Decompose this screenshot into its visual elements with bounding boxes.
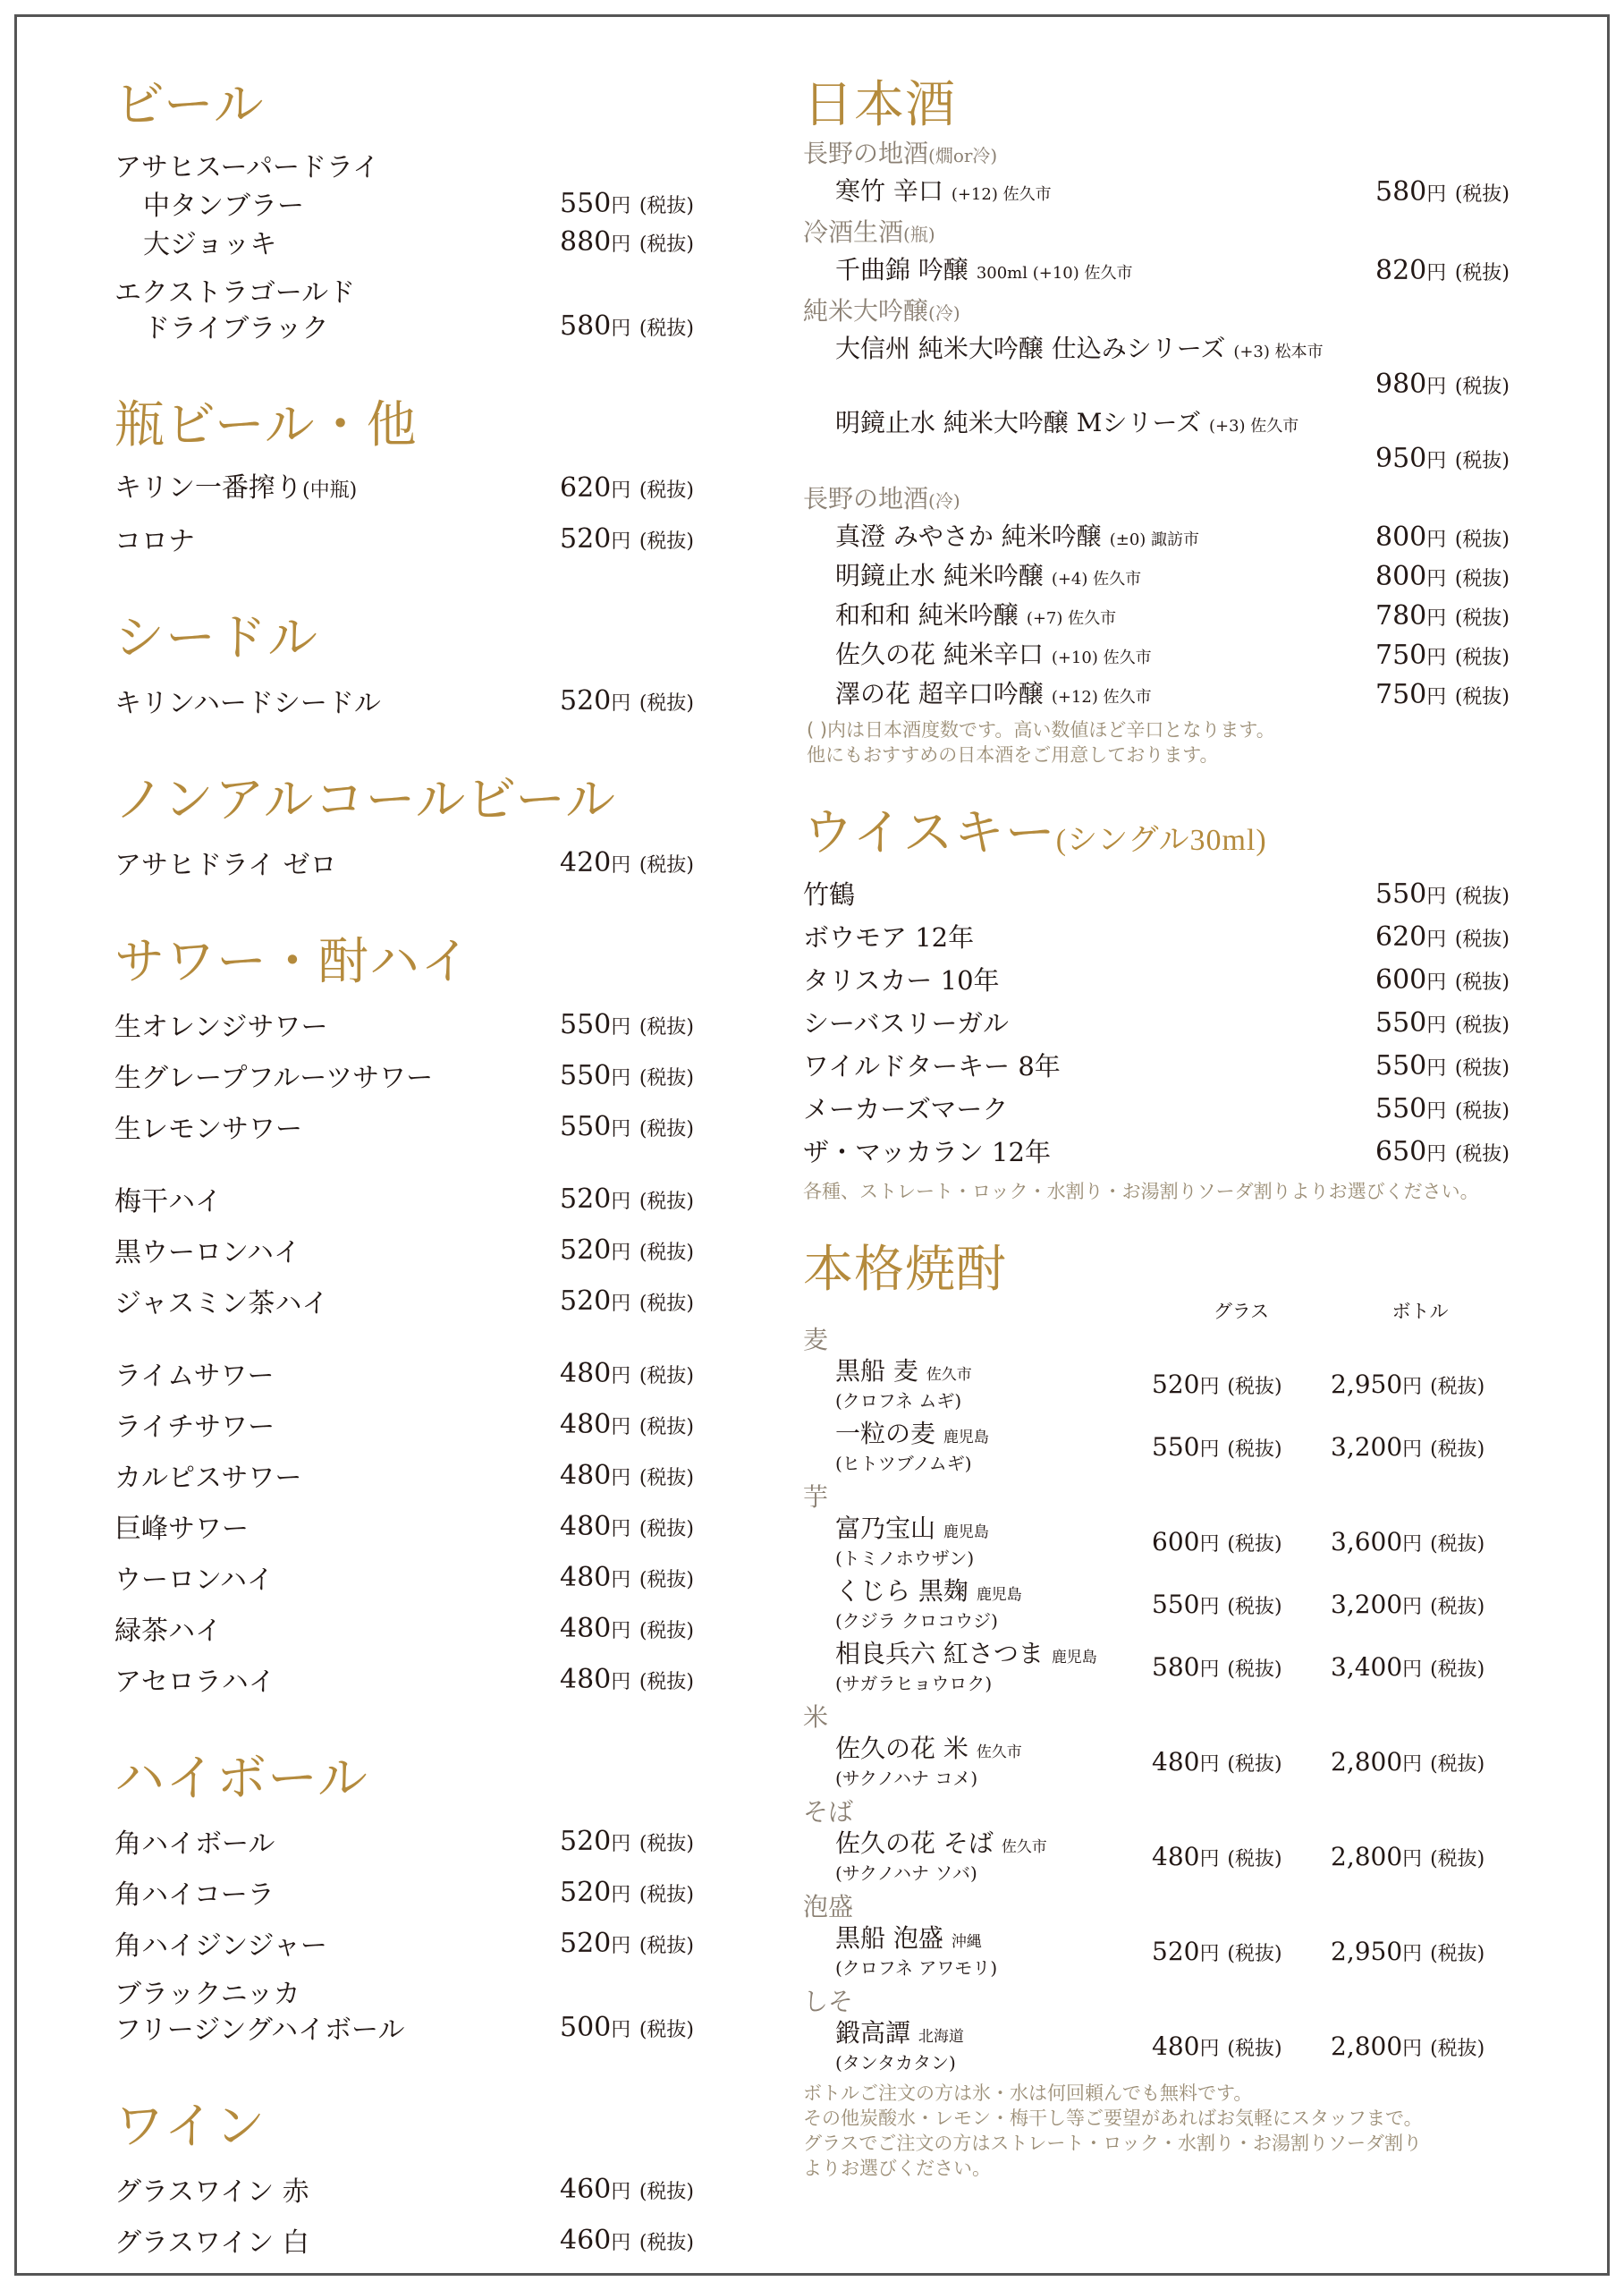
item-price: 480円 (税抜) (560, 1460, 694, 1491)
shochu-category: 泡盛 (803, 1892, 854, 1921)
item-name: 寒竹 辛口 (+12) 佐久市 (835, 176, 1052, 206)
item-price: 550円 (税抜) (1152, 1589, 1282, 1619)
item-price: 2,800円 (税抜) (1331, 1746, 1485, 1777)
bottle-price (1331, 1432, 1510, 1462)
item-price: 750円 (税抜) (1375, 640, 1510, 671)
shochu-item (803, 1576, 1510, 1632)
section-title-cider: シードル (114, 611, 318, 666)
menu-item (114, 1007, 694, 1046)
item-price: 480円 (税抜) (560, 1358, 694, 1389)
bottle-price (1331, 1842, 1510, 1871)
section-wine (114, 2099, 694, 2261)
item-price: 520円 (税抜) (560, 1826, 694, 1857)
section-title-beer: ビール (114, 78, 265, 133)
menu-item (803, 1050, 1510, 1085)
item-name: ブラックニッカ フリージングハイボール (114, 1979, 405, 2046)
item-price: 480円 (税抜) (560, 1664, 694, 1695)
shochu-item (803, 1923, 1510, 1979)
glass-price (1152, 1747, 1331, 1777)
section-title-wine: ワイン (114, 2099, 266, 2155)
shochu-item (803, 1734, 1510, 1789)
item-name: 澤の花 超辛口吟醸 (+12) 佐久市 (835, 679, 1152, 708)
shochu-category: そば (803, 1797, 854, 1827)
menu-item (114, 1611, 694, 1650)
glass-price (1152, 1842, 1331, 1871)
sake-item (803, 333, 1510, 403)
item-name: エクストラゴールド ドライブラック (114, 277, 356, 344)
glass-price (1152, 1590, 1331, 1619)
item-name: 黒船 麦 佐久市 (クロフネ ムギ) (835, 1356, 972, 1412)
item-name: キリンハードシードル (114, 688, 381, 719)
sake-category: 長野の地酒(燗or冷) (803, 139, 998, 168)
item-price: 780円 (税抜) (1375, 600, 1510, 632)
item-price: 480円 (税抜) (560, 1409, 694, 1440)
menu-item (114, 1977, 694, 2048)
menu-item (114, 1458, 694, 1497)
sake-item (803, 560, 1510, 596)
section-title-nonalcohol: ノンアルコールビール (114, 773, 617, 828)
item-price: 520円 (税抜) (560, 1928, 694, 1959)
item-name: 一粒の麦 鹿児島 (ヒトツブノムギ) (835, 1419, 989, 1474)
item-name: コロナ (114, 526, 195, 557)
section-sour (114, 937, 694, 1701)
bottle-price (1331, 2031, 1510, 2061)
sake-item (803, 678, 1510, 714)
menu-item (114, 1824, 694, 1862)
item-price: 880円 (税抜) (560, 226, 694, 258)
menu-item (114, 1182, 694, 1220)
item-price: 2,950円 (税抜) (1331, 1369, 1485, 1399)
sake-item (803, 599, 1510, 635)
menu-item (114, 1356, 694, 1395)
item-name: アセロラハイ (114, 1667, 275, 1698)
sake-category: 純米大吟醸(冷) (803, 296, 960, 326)
bottle-price (1331, 1527, 1510, 1556)
item-price: 600円 (税抜) (1152, 1526, 1282, 1556)
item-name: 緑茶ハイ (114, 1616, 222, 1647)
menu-item (803, 1007, 1510, 1042)
item-name: 梅干ハイ (114, 1186, 222, 1217)
section-title-shochu: 本格焼酎 (803, 1243, 1007, 1298)
item-name: 佐久の花 純米辛口 (+10) 佐久市 (835, 640, 1152, 669)
item-price: 520円 (税抜) (1152, 1936, 1282, 1966)
item-name: 佐久の花 そば 佐久市 (サクノハナ ソバ) (835, 1828, 1047, 1884)
item-price: 600円 (税抜) (1375, 964, 1510, 996)
bottle-price (1331, 1747, 1510, 1777)
item-name: 佐久の花 米 佐久市 (サクノハナ コメ) (835, 1734, 1022, 1789)
item-name: ライチサワー (114, 1412, 275, 1443)
item-price: 550円 (税抜) (560, 1060, 694, 1091)
item-price: 520円 (税抜) (560, 685, 694, 717)
section-nonalcohol (114, 773, 694, 884)
item-name: 相良兵六 紅さつま 鹿児島 (サガラヒョウロク) (835, 1639, 1097, 1694)
section-bottle-beer (114, 398, 694, 560)
menu-item (114, 276, 694, 347)
item-name: 巨峰サワー (114, 1514, 249, 1545)
shochu-item (803, 1356, 1510, 1412)
sake-category: 長野の地酒(冷) (803, 484, 960, 513)
shochu-column-headers (803, 1297, 1510, 1324)
section-title-highball: ハイボール (114, 1751, 368, 1807)
shochu-notes (803, 2081, 1510, 2181)
item-price: 3,400円 (税抜) (1331, 1651, 1485, 1682)
shochu-category: しそ (803, 1987, 854, 2016)
shochu-note: グラスでご注文の方はストレート・ロック・水割り・お湯割りソーダ割り (803, 2133, 1422, 2154)
item-price: 550円 (税抜) (1375, 1050, 1510, 1081)
item-price: 520円 (税抜) (560, 523, 694, 555)
shochu-category: 芋 (803, 1482, 829, 1512)
item-name: 中タンブラー (143, 191, 304, 222)
item-price: 800円 (税抜) (1375, 522, 1510, 553)
menu-item (114, 2172, 694, 2210)
item-name: ウーロンハイ (114, 1565, 274, 1596)
section-title-bottle-beer: 瓶ビール・他 (114, 398, 418, 454)
glass-price (1152, 1432, 1331, 1462)
item-name: 角ハイボール (114, 1828, 275, 1860)
bottle-price (1331, 1590, 1510, 1619)
shochu-category: 米 (803, 1702, 829, 1732)
sake-item (803, 639, 1510, 674)
item-name: 大信州 純米大吟醸 仕込みシリーズ (+3) 松本市 (835, 334, 1324, 363)
menu-item (114, 1509, 694, 1548)
shochu-item (803, 1639, 1510, 1694)
glass-price (1152, 1370, 1331, 1399)
item-price: 980円 (税抜) (1375, 369, 1510, 400)
item-price: 500円 (税抜) (560, 2012, 694, 2043)
section-title-whisky: ウイスキー(シングル30ml) (803, 806, 1267, 861)
item-name: ザ・マッカラン 12年 (803, 1137, 1051, 1167)
menu-item (114, 1662, 694, 1701)
bottle-price (1331, 1937, 1510, 1966)
item-price: 480円 (税抜) (1152, 1841, 1282, 1871)
item-name: 角ハイコーラ (114, 1879, 275, 1911)
item-price: 460円 (税抜) (560, 2174, 694, 2205)
menu-item (803, 1093, 1510, 1128)
item-name: 鍛高譚 北海道 (タンタカタン) (835, 2018, 964, 2074)
menu-item (114, 1875, 694, 1913)
item-name: 生レモンサワー (114, 1114, 302, 1145)
shochu-note: その他炭酸水・レモン・梅干し等ご要望があればお気軽にスタッフまで。 (803, 2108, 1423, 2129)
menu-item (803, 1136, 1510, 1171)
item-name: 明鏡止水 純米吟醸 (+4) 佐久市 (835, 561, 1142, 590)
item-price: 580円 (税抜) (1375, 176, 1510, 208)
sake-category: 冷酒生酒(瓶) (803, 217, 935, 247)
left-column (114, 78, 694, 2274)
item-name: 角ハイジンジャー (114, 1930, 327, 1962)
item-name: 大ジョッキ (143, 229, 277, 260)
item-price: 460円 (税抜) (560, 2225, 694, 2256)
item-name: 生グレープフルーツサワー (114, 1063, 434, 1094)
item-name: 黒ウーロンハイ (114, 1237, 300, 1268)
item-price: 520円 (税抜) (560, 1877, 694, 1908)
item-price: 520円 (税抜) (1152, 1369, 1282, 1399)
item-price: 480円 (税抜) (1152, 1746, 1282, 1777)
shochu-item (803, 1828, 1510, 1884)
item-price: 550円 (税抜) (1375, 1093, 1510, 1124)
item-name: グラスワイン 赤 (114, 2176, 309, 2208)
section-highball (114, 1751, 694, 2048)
item-price: 520円 (税抜) (560, 1234, 694, 1266)
menu-item (114, 522, 694, 560)
item-price: 520円 (税抜) (560, 1183, 694, 1215)
menu-item (114, 186, 694, 225)
item-name: 真澄 みやさか 純米吟醸 (±0) 諏訪市 (835, 522, 1200, 551)
glass-price (1152, 1937, 1331, 1966)
section-shochu (803, 1245, 1510, 2181)
menu-item (114, 1058, 694, 1097)
item-price: 550円 (税抜) (1375, 878, 1510, 910)
sake-note: 他にもおすすめの日本酒をご用意しております。 (807, 744, 1219, 766)
item-name: 和和和 純米吟醸 (+7) 佐久市 (835, 600, 1117, 630)
item-price: 480円 (税抜) (1152, 2031, 1282, 2061)
sake-item (803, 407, 1510, 478)
item-name: メーカーズマーク (803, 1094, 1009, 1124)
section-beer (114, 78, 694, 347)
shochu-item (803, 2018, 1510, 2074)
item-price: 550円 (税抜) (560, 1009, 694, 1040)
item-price: 620円 (税抜) (1375, 921, 1510, 953)
glass-price (1152, 1527, 1331, 1556)
menu-item (114, 845, 694, 884)
section-sake (803, 78, 1510, 768)
sake-note: ( )内は日本酒度数です。高い数値ほど辛口となります。 (807, 719, 1275, 741)
sake-item (803, 175, 1510, 211)
glass-header: グラス (1213, 1301, 1270, 1322)
item-price: 650円 (税抜) (1375, 1136, 1510, 1167)
section-cider (114, 611, 694, 722)
whisky-note: 各種、ストレート・ロック・水割り・お湯割りソーダ割りよりお選びください。 (803, 1181, 1479, 1202)
menu-item (803, 964, 1510, 999)
item-price: 2,800円 (税抜) (1331, 2031, 1485, 2061)
item-name: ジャスミン茶ハイ (114, 1288, 329, 1319)
item-price: 3,200円 (税抜) (1331, 1431, 1485, 1462)
item-name: ワイルドターキー 8年 (803, 1051, 1061, 1081)
menu-item: アサヒスーパードライ (114, 152, 380, 183)
shochu-note: ボトルご注文の方は氷・水は何回頼んでも無料です。 (803, 2082, 1253, 2104)
item-name: キリン一番搾り(中瓶) (114, 472, 358, 504)
item-price: 550円 (税抜) (1375, 1007, 1510, 1039)
menu-item (114, 471, 694, 509)
item-price: 620円 (税抜) (560, 472, 694, 504)
item-price: 820円 (税抜) (1375, 255, 1510, 286)
item-price: 2,950円 (税抜) (1331, 1936, 1485, 1966)
item-name: くじら 黒麹 鹿児島 (クジラ クロコウジ) (835, 1576, 1022, 1632)
sake-item (803, 254, 1510, 290)
bottle-header: ボトル (1391, 1301, 1449, 1322)
item-name: グラスワイン 白 (114, 2227, 309, 2259)
item-price: 580円 (税抜) (560, 310, 694, 342)
item-price: 2,800円 (税抜) (1331, 1841, 1485, 1871)
shochu-list (803, 1324, 1510, 2074)
section-title-sour: サワー・酎ハイ (114, 935, 471, 990)
item-name: 富乃宝山 鹿児島 (トミノホウザン) (835, 1514, 989, 1569)
item-price: 3,600円 (税抜) (1331, 1526, 1485, 1556)
item-name: 千曲錦 吟醸 300ml (+10) 佐久市 (835, 255, 1133, 284)
right-column (803, 78, 1510, 2181)
item-name: 黒船 泡盛 沖縄 (クロフネ アワモリ) (835, 1923, 998, 1979)
menu-item (803, 878, 1510, 913)
item-name: カルピスサワー (114, 1463, 302, 1494)
item-price: 520円 (税抜) (560, 1285, 694, 1317)
item-price: 950円 (税抜) (1375, 443, 1510, 474)
shochu-item (803, 1514, 1510, 1569)
group-spacer (114, 1160, 694, 1182)
item-price: 420円 (税抜) (560, 847, 694, 878)
menu-item (114, 1109, 694, 1148)
menu-item (114, 1284, 694, 1322)
menu-item (114, 1926, 694, 1964)
menu-item (114, 2223, 694, 2261)
item-name: 明鏡止水 純米大吟醸 Mシリーズ (+3) 佐久市 (835, 408, 1299, 437)
bottle-price (1331, 1652, 1510, 1682)
item-name: ライムサワー (114, 1361, 275, 1392)
sake-list (803, 138, 1510, 714)
menu-item (114, 225, 694, 263)
item-name: シーバスリーガル (803, 1008, 1009, 1039)
glass-price (1152, 1652, 1331, 1682)
item-name: 竹鶴 (803, 879, 856, 910)
bottle-price (1331, 1370, 1510, 1399)
item-price: 750円 (税抜) (1375, 679, 1510, 710)
shochu-item (803, 1419, 1510, 1474)
item-price: 580円 (税抜) (1152, 1651, 1282, 1682)
whisky-list (803, 878, 1510, 1171)
menu-item (803, 921, 1510, 956)
section-whisky (803, 806, 1510, 1204)
item-price: 480円 (税抜) (560, 1511, 694, 1542)
shochu-category: 麦 (803, 1325, 829, 1354)
item-name: タリスカー 10年 (803, 965, 1000, 996)
item-name: ボウモア 12年 (803, 922, 975, 953)
item-name: アサヒドライ ゼロ (114, 850, 337, 881)
item-price: 550円 (税抜) (1152, 1431, 1282, 1462)
item-price: 480円 (税抜) (560, 1613, 694, 1644)
menu-item (114, 683, 694, 722)
section-title-sake: 日本酒 (803, 78, 956, 133)
shochu-note: よりお選びください。 (803, 2158, 991, 2179)
group-spacer (114, 1335, 694, 1356)
item-price: 480円 (税抜) (560, 1562, 694, 1593)
glass-price (1152, 2031, 1331, 2061)
menu-item (114, 1560, 694, 1599)
item-price: 550円 (税抜) (560, 1111, 694, 1142)
item-name: 生オレンジサワー (114, 1012, 328, 1043)
menu-item (114, 1407, 694, 1446)
item-price: 800円 (税抜) (1375, 561, 1510, 592)
menu-item (114, 1233, 694, 1271)
item-price: 3,200円 (税抜) (1331, 1589, 1485, 1619)
item-price: 550円 (税抜) (560, 188, 694, 219)
sake-item (803, 521, 1510, 556)
